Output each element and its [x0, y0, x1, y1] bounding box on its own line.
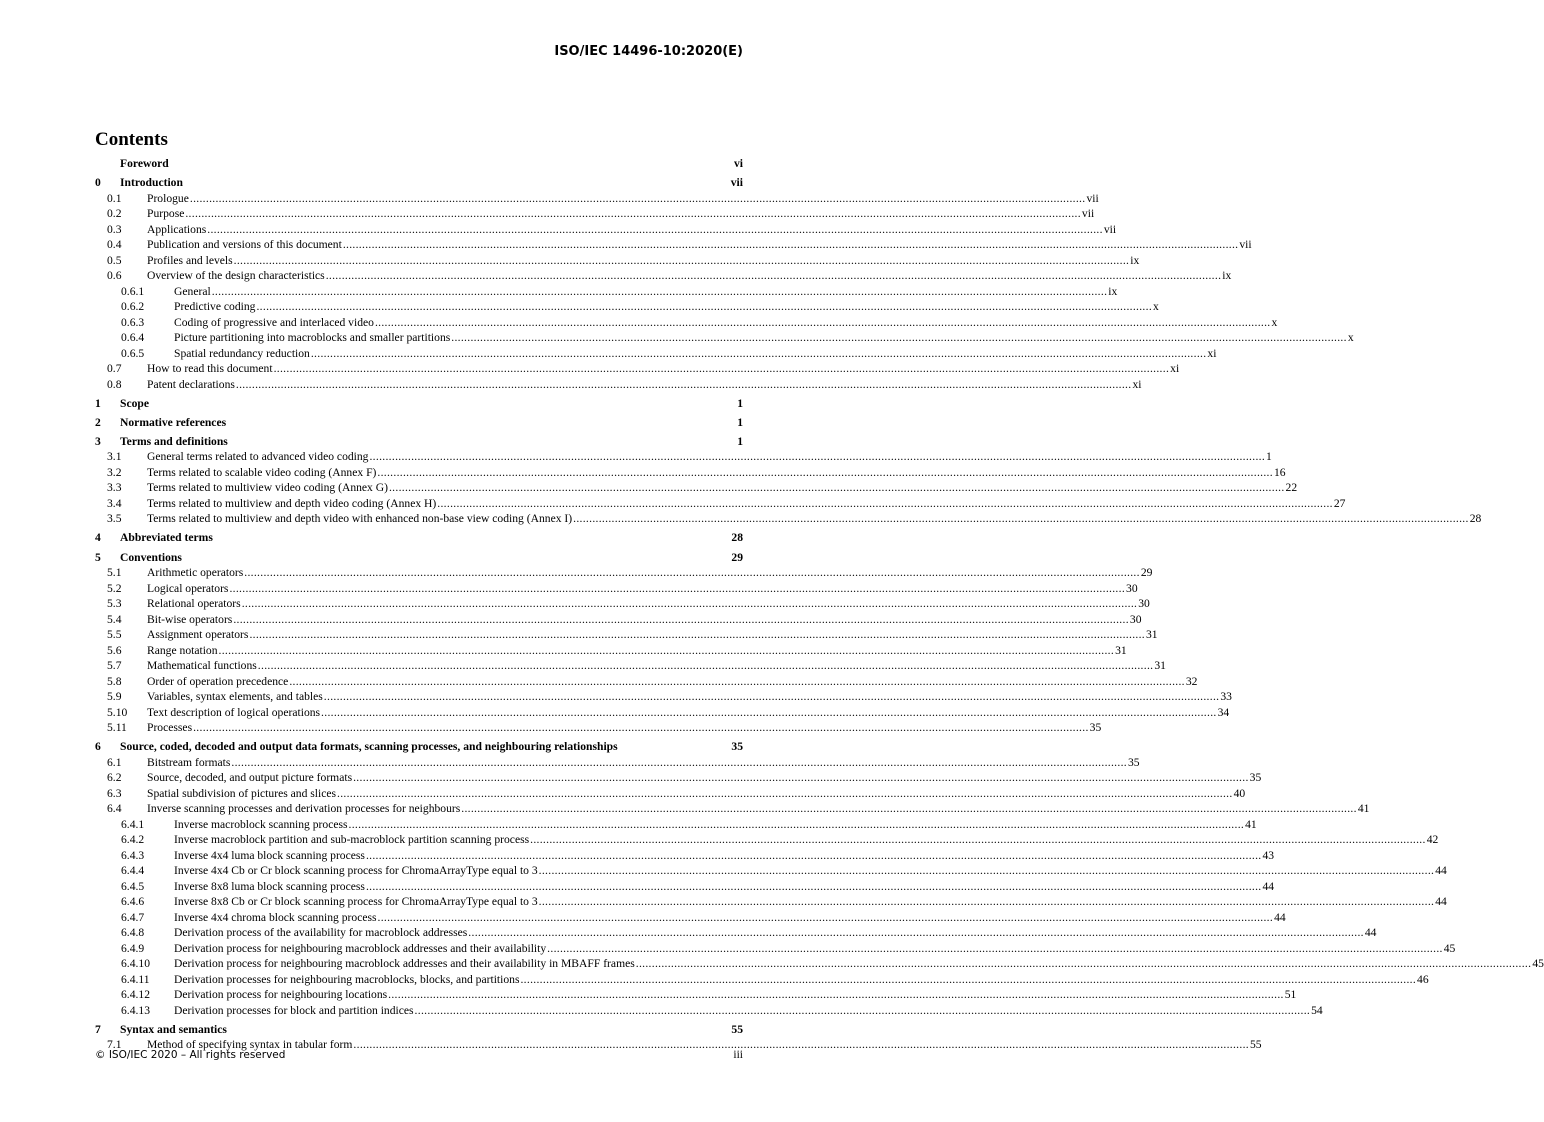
toc-entry-page[interactable]: 44: [1274, 910, 1286, 924]
toc-entry-number: 3.2: [107, 465, 122, 479]
toc-entry-number: 7: [95, 1022, 101, 1036]
page-number: iii: [733, 1049, 743, 1061]
toc-leader-dots: [451, 330, 1347, 346]
toc-entry-title[interactable]: Logical operators: [147, 581, 229, 595]
toc-entry-page[interactable]: 1: [737, 396, 743, 410]
toc-entry-page[interactable]: 44: [1364, 926, 1377, 940]
toc-entry-title[interactable]: Source, decoded, and output picture formats: [147, 771, 353, 785]
toc-entry-page[interactable]: 35: [1127, 755, 1140, 769]
toc-entry-title[interactable]: Spatial redundancy reduction: [174, 346, 310, 360]
toc-entry-number: 0.6.4: [121, 331, 145, 345]
toc-entry-title[interactable]: Picture partitioning into macroblocks and smaller partitions: [174, 331, 451, 345]
toc-leader-dots: [415, 1003, 1311, 1019]
toc-entry-page[interactable]: vii: [1081, 207, 1095, 221]
toc-leader-dots: [326, 268, 1222, 284]
toc-entry-page[interactable]: 55: [1249, 1038, 1262, 1052]
toc-entry-title[interactable]: Text description of logical operations: [147, 705, 321, 719]
toc-leader-dots: [547, 941, 1443, 957]
toc-leader-dots: [437, 496, 1333, 512]
toc-entry-page[interactable]: 55: [731, 1022, 743, 1036]
toc-entry-page[interactable]: ix: [1130, 253, 1140, 267]
toc-entry-page[interactable]: 45: [1443, 941, 1456, 955]
toc-entry-title[interactable]: Inverse 4x4 Cb or Cr block scanning process for ChromaArrayType equal to 3: [174, 864, 538, 878]
toc-entry[interactable]: [95, 879, 1275, 895]
toc-entry[interactable]: [95, 972, 1429, 988]
toc-leader-dots: [389, 480, 1285, 496]
toc-entry-page[interactable]: 40: [1233, 786, 1246, 800]
toc-entry-page[interactable]: 27: [1333, 496, 1346, 510]
toc-entry-page[interactable]: x: [1271, 315, 1278, 329]
toc-entry[interactable]: [95, 222, 1117, 238]
toc-entry-title[interactable]: Predictive coding: [174, 300, 256, 314]
toc-entry-page[interactable]: 30: [1138, 597, 1150, 611]
toc-entry-number: 6.4.12: [121, 988, 150, 1002]
toc-leader-dots: [311, 346, 1207, 362]
toc-entry-page[interactable]: 41: [1245, 817, 1257, 831]
toc-entry-title[interactable]: Derivation processes for neighbouring macroblocks, blocks, and partitions: [174, 972, 520, 986]
toc-entry-number: 6.4.13: [121, 1003, 150, 1017]
toc-entry[interactable]: [95, 770, 1262, 786]
toc-leader-dots: [321, 705, 1217, 721]
toc-entry-title[interactable]: Derivation process for neighbouring locations: [174, 988, 388, 1002]
toc-entry-number: 0.2: [107, 207, 122, 221]
toc-leader-dots: [212, 284, 1108, 300]
toc-entry-page[interactable]: x: [1347, 331, 1354, 345]
toc-entry-page[interactable]: 46: [1417, 972, 1429, 986]
toc-entry-title[interactable]: Assignment operators: [147, 628, 249, 642]
toc-leader-dots: [369, 449, 1265, 465]
toc-entry[interactable]: [95, 253, 1140, 269]
toc-entry[interactable]: [95, 627, 1158, 643]
toc-entry-title[interactable]: Terms and definitions: [120, 434, 228, 448]
toc-entry[interactable]: [95, 817, 1257, 833]
toc-entry-number: 3.1: [107, 450, 122, 464]
toc-entry[interactable]: [95, 720, 1102, 736]
toc-entry[interactable]: [95, 705, 1230, 721]
toc-entry-page[interactable]: xi: [1207, 346, 1217, 360]
toc-entry-number: 6.4.8: [121, 926, 145, 940]
toc-entry[interactable]: [95, 434, 743, 450]
toc-entry-page[interactable]: ix: [1108, 284, 1118, 298]
toc-entry-number: 3: [95, 434, 101, 448]
toc-entry-page[interactable]: 34: [1217, 705, 1230, 719]
toc-entry-number: 6.4.5: [121, 879, 145, 893]
toc-entry[interactable]: [95, 480, 1298, 496]
toc-entry[interactable]: [95, 299, 1159, 315]
toc-entry[interactable]: [95, 237, 1252, 253]
toc-entry-number: 0.6.2: [121, 300, 145, 314]
toc-entry-title[interactable]: Inverse 8x8 Cb or Cr block scanning process for ChromaArrayType equal to 3: [174, 895, 538, 909]
toc-entry-page[interactable]: 51: [1284, 988, 1297, 1002]
toc-entry-title[interactable]: Coding of progressive and interlaced video: [174, 315, 374, 329]
toc-entry[interactable]: [95, 786, 1246, 802]
toc-entry[interactable]: [95, 612, 1142, 628]
toc-entry-title[interactable]: How to read this document: [147, 362, 273, 376]
toc-entry[interactable]: [95, 801, 1370, 817]
toc-entry-number: 5.5: [107, 628, 122, 642]
toc-entry-page[interactable]: ix: [1222, 269, 1232, 283]
toc-entry[interactable]: [95, 910, 1286, 926]
toc-leader-dots: [636, 956, 1532, 972]
toc-leader-dots: [468, 925, 1364, 941]
toc-leader-dots: [520, 972, 1416, 988]
toc-entry-title[interactable]: Arithmetic operators: [147, 566, 244, 580]
toc-leader-dots: [324, 689, 1220, 705]
toc-entry-title[interactable]: General terms related to advanced video coding: [147, 450, 369, 464]
toc-entry-page[interactable]: x: [1153, 300, 1159, 314]
table-of-contents: [95, 156, 1544, 1053]
toc-entry[interactable]: [95, 925, 1377, 941]
toc-entry-title[interactable]: Inverse macroblock partition and sub-macroblock partition scanning process: [174, 833, 530, 847]
toc-entry-page[interactable]: 30: [1129, 612, 1142, 626]
toc-entry[interactable]: [95, 832, 1439, 848]
toc-entry-title[interactable]: Overview of the design characteristics: [147, 269, 325, 283]
toc-entry[interactable]: [95, 361, 1180, 377]
toc-entry-number: 6.3: [107, 786, 122, 800]
toc-entry-number: 5.8: [107, 674, 122, 688]
toc-leader-dots: [207, 222, 1103, 238]
toc-entry-page[interactable]: 22: [1285, 481, 1298, 495]
toc-entry[interactable]: [95, 941, 1456, 957]
toc-entry-page[interactable]: 41: [1357, 802, 1370, 816]
toc-leader-dots: [377, 465, 1273, 481]
toc-entry[interactable]: [95, 330, 1354, 346]
toc-entry-page[interactable]: 44: [1262, 879, 1275, 893]
toc-entry[interactable]: [95, 1003, 1323, 1019]
toc-entry[interactable]: [95, 268, 1232, 284]
toc-entry[interactable]: [95, 739, 743, 755]
toc-leader-dots: [229, 581, 1125, 597]
toc-entry-title[interactable]: Processes: [147, 721, 193, 735]
toc-entry-title[interactable]: Introduction: [120, 176, 183, 190]
toc-entry-title[interactable]: Method of specifying syntax in tabular form: [147, 1038, 353, 1052]
toc-leader-dots: [353, 770, 1249, 786]
toc-entry[interactable]: [95, 156, 743, 172]
toc-leader-dots: [242, 596, 1138, 612]
toc-entry-title[interactable]: Relational operators: [147, 597, 241, 611]
toc-leader-dots: [193, 720, 1089, 736]
toc-entry-title[interactable]: Variables, syntax elements, and tables: [147, 690, 323, 704]
toc-entry-number: 6.4.7: [121, 910, 145, 924]
toc-entry-page[interactable]: 33: [1220, 690, 1232, 704]
toc-entry[interactable]: [95, 530, 743, 546]
toc-entry-number: 0.6: [107, 269, 122, 283]
toc-entry-number: 3.4: [107, 496, 122, 510]
toc-entry-title[interactable]: Terms related to scalable video coding (Annex F): [147, 465, 377, 479]
toc-entry-number: 6: [95, 740, 101, 754]
toc-entry[interactable]: [95, 496, 1346, 512]
toc-entry-number: 6.4.10: [121, 957, 150, 971]
toc-entry-page[interactable]: vi: [733, 157, 743, 170]
toc-entry-page[interactable]: xi: [1170, 362, 1180, 376]
toc-leader-dots: [343, 237, 1239, 253]
toc-entry-page[interactable]: vii: [1103, 222, 1117, 236]
toc-entry[interactable]: [95, 658, 1166, 674]
toc-entry-title[interactable]: Source, coded, decoded and output data formats, scanning processes, and neighbouring relationships: [120, 740, 618, 754]
toc-entry-number: 5.7: [107, 659, 122, 673]
toc-entry[interactable]: [95, 346, 1217, 362]
toc-entry-title[interactable]: Bit-wise operators: [147, 612, 233, 626]
toc-entry-title[interactable]: General: [174, 284, 211, 298]
toc-entry-title[interactable]: Foreword: [120, 157, 169, 170]
toc-entry-number: 0.6.3: [121, 315, 145, 329]
toc-entry[interactable]: [95, 894, 1447, 910]
toc-entry[interactable]: [95, 863, 1447, 879]
toc-leader-dots: [219, 643, 1115, 659]
toc-leader-dots: [190, 191, 1086, 207]
toc-entry-page[interactable]: 31: [1115, 643, 1127, 657]
toc-entry[interactable]: [95, 315, 1278, 331]
toc-leader-dots: [231, 755, 1127, 771]
toc-entry-number: 1: [95, 396, 101, 410]
toc-entry-title[interactable]: Conventions: [120, 550, 182, 564]
toc-entry[interactable]: [95, 643, 1127, 659]
toc-leader-dots: [249, 627, 1145, 643]
toc-entry-page[interactable]: 35: [1089, 721, 1102, 735]
toc-entry-number: 6.4.9: [121, 941, 145, 955]
toc-entry-page[interactable]: 1: [737, 434, 743, 448]
toc-entry-page[interactable]: 28: [1469, 512, 1482, 526]
toc-leader-dots: [375, 315, 1271, 331]
toc-entry-page[interactable]: 30: [1126, 581, 1138, 595]
toc-leader-dots: [236, 377, 1132, 393]
toc-entry-number: 6.4: [107, 802, 122, 816]
toc-entry-number: 0.6.1: [121, 284, 145, 298]
toc-entry-number: 6.4.1: [121, 817, 145, 831]
toc-entry[interactable]: [95, 1022, 743, 1038]
toc-entry-number: 6.2: [107, 771, 122, 785]
toc-entry-number: 2: [95, 415, 101, 429]
toc-entry[interactable]: [95, 377, 1142, 393]
toc-entry-title[interactable]: Terms related to multiview video coding (Annex G): [147, 481, 388, 495]
toc-leader-dots: [573, 511, 1469, 527]
toc-entry-page[interactable]: 32: [1185, 674, 1198, 688]
toc-entry-page[interactable]: 31: [1146, 628, 1158, 642]
toc-entry-page[interactable]: 35: [1249, 771, 1262, 785]
toc-leader-dots: [388, 987, 1284, 1003]
toc-entry-number: 0.7: [107, 362, 122, 376]
toc-entry-title[interactable]: Order of operation precedence: [147, 674, 289, 688]
toc-entry-number: 3.5: [107, 512, 122, 526]
document-header: ISO/IEC 14496-10:2020(E): [554, 44, 743, 59]
toc-leader-dots: [461, 801, 1357, 817]
toc-leader-dots: [366, 848, 1262, 864]
toc-entry[interactable]: [95, 689, 1232, 705]
toc-entry-number: 6.4.3: [121, 848, 145, 862]
toc-entry-number: 4: [95, 531, 101, 545]
toc-entry-page[interactable]: 31: [1154, 659, 1166, 673]
toc-entry-title[interactable]: Derivation process of the availability for macroblock addresses: [174, 926, 468, 940]
toc-entry-number: 5.9: [107, 690, 122, 704]
toc-entry-title[interactable]: Applications: [147, 222, 207, 236]
toc-leader-dots: [530, 832, 1426, 848]
toc-entry-title[interactable]: Terms related to multiview and depth video coding (Annex H): [147, 496, 437, 510]
toc-entry-number: 5.6: [107, 643, 122, 657]
toc-entry-number: 0.1: [107, 191, 122, 205]
toc-leader-dots: [539, 863, 1435, 879]
toc-entry-title[interactable]: Inverse 4x4 luma block scanning process: [174, 848, 365, 862]
toc-entry[interactable]: [95, 511, 1482, 527]
toc-entry[interactable]: [95, 596, 1150, 612]
toc-entry-page[interactable]: vii: [730, 176, 743, 190]
toc-entry[interactable]: [95, 465, 1286, 481]
toc-entry[interactable]: [95, 550, 743, 566]
toc-entry-page[interactable]: xi: [1132, 377, 1142, 391]
toc-entry-page[interactable]: 54: [1311, 1003, 1323, 1017]
toc-entry-title[interactable]: Bitstream formats: [147, 755, 231, 769]
toc-entry[interactable]: [95, 449, 1272, 465]
toc-entry-number: 5.2: [107, 581, 122, 595]
toc-leader-dots: [244, 565, 1140, 581]
toc-entry-number: 6.4.6: [121, 895, 145, 909]
toc-entry-number: 0.5: [107, 253, 122, 267]
toc-entry-title[interactable]: Inverse macroblock scanning process: [174, 817, 348, 831]
copyright-notice: © ISO/IEC 2020 – All rights reserved: [95, 1049, 286, 1061]
toc-entry-number: 5.4: [107, 612, 122, 626]
toc-entry-number: 0.6.5: [121, 346, 145, 360]
toc-entry-number: 6.4.11: [121, 972, 150, 986]
toc-entry-page[interactable]: 16: [1273, 465, 1286, 479]
toc-entry-page[interactable]: 35: [731, 740, 743, 754]
toc-leader-dots: [258, 658, 1154, 674]
toc-leader-dots: [289, 674, 1185, 690]
toc-entry-title[interactable]: Mathematical functions: [147, 659, 257, 673]
toc-entry-number: 0: [95, 176, 101, 190]
toc-leader-dots: [366, 879, 1262, 895]
toc-entry-title[interactable]: Inverse scanning processes and derivation processes for neighbours: [147, 802, 461, 816]
toc-entry-title[interactable]: Profiles and levels: [147, 253, 233, 267]
toc-leader-dots: [274, 361, 1170, 377]
toc-entry-number: 7.1: [107, 1038, 122, 1052]
toc-entry-page[interactable]: 44: [1435, 895, 1447, 909]
toc-entry[interactable]: [95, 206, 1095, 222]
toc-entry-number: 5.11: [107, 721, 127, 735]
toc-entry-page[interactable]: 44: [1435, 864, 1447, 878]
toc-entry-page[interactable]: 29: [1140, 566, 1153, 580]
toc-entry[interactable]: [95, 191, 1099, 207]
toc-entry[interactable]: [95, 987, 1297, 1003]
toc-entry[interactable]: [95, 581, 1138, 597]
toc-entry-number: 6.1: [107, 755, 122, 769]
toc-leader-dots: [234, 253, 1130, 269]
toc-entry[interactable]: [95, 284, 1118, 300]
toc-entry-title[interactable]: Derivation processes for block and partition indices: [174, 1003, 414, 1017]
toc-entry-number: 0.8: [107, 377, 122, 391]
toc-entry-title[interactable]: Derivation process for neighbouring macroblock addresses and their availability: [174, 941, 547, 955]
toc-entry-number: 5: [95, 550, 101, 564]
toc-leader-dots: [378, 910, 1274, 926]
toc-entry-title[interactable]: Inverse 8x8 luma block scanning process: [174, 879, 365, 893]
toc-entry-title[interactable]: Scope: [120, 396, 149, 410]
toc-entry-title[interactable]: Inverse 4x4 chroma block scanning process: [174, 910, 377, 924]
toc-entry[interactable]: [95, 848, 1275, 864]
toc-leader-dots: [539, 894, 1435, 910]
toc-entry-title[interactable]: Patent declarations: [147, 377, 235, 391]
toc-entry-page[interactable]: 1: [1266, 450, 1272, 464]
toc-entry-number: 5.1: [107, 566, 122, 580]
toc-entry-page[interactable]: 1: [737, 415, 743, 429]
toc-entry-title[interactable]: Spatial subdivision of pictures and slices: [147, 786, 337, 800]
toc-entry-number: 0.3: [107, 222, 122, 236]
toc-entry[interactable]: [95, 415, 743, 431]
toc-entry[interactable]: [95, 565, 1153, 581]
toc-entry-number: 3.3: [107, 481, 122, 495]
toc-entry-title[interactable]: Terms related to multiview and depth video with enhanced non-base view coding (Annex I): [147, 512, 573, 526]
toc-entry-page[interactable]: vii: [1239, 238, 1252, 252]
toc-entry-page[interactable]: 28: [731, 531, 743, 545]
toc-entry-number: 0.4: [107, 238, 122, 252]
toc-entry-title[interactable]: Publication and versions of this document: [147, 238, 342, 252]
toc-entry-page[interactable]: 45: [1532, 957, 1544, 971]
toc-leader-dots: [337, 786, 1233, 802]
toc-entry-number: 5.3: [107, 597, 122, 611]
toc-leader-dots: [256, 299, 1152, 315]
toc-leader-dots: [185, 206, 1081, 222]
toc-entry-page[interactable]: 43: [1262, 848, 1275, 862]
toc-leader-dots: [233, 612, 1129, 628]
page-footer: [95, 1049, 743, 1061]
toc-entry-number: 6.4.4: [121, 864, 145, 878]
toc-entry[interactable]: [95, 396, 743, 412]
toc-entry-number: 6.4.2: [121, 833, 145, 847]
toc-entry-page[interactable]: 42: [1426, 833, 1439, 847]
toc-entry-title[interactable]: Purpose: [147, 207, 185, 221]
toc-entry[interactable]: [95, 755, 1140, 771]
toc-entry-page[interactable]: vii: [1086, 191, 1099, 205]
toc-entry-number: 5.10: [107, 705, 128, 719]
toc-entry[interactable]: [95, 674, 1198, 690]
toc-leader-dots: [349, 817, 1245, 833]
toc-entry-title[interactable]: Derivation process for neighbouring macroblock addresses and their availability in MBAFF frames: [174, 957, 635, 971]
toc-entry[interactable]: [95, 956, 1544, 972]
toc-entry-title[interactable]: Range notation: [147, 643, 218, 657]
toc-entry[interactable]: [95, 175, 743, 191]
toc-entry-title[interactable]: Normative references: [120, 415, 227, 429]
toc-entry-title[interactable]: Abbreviated terms: [120, 531, 213, 545]
toc-entry-title[interactable]: Prologue: [147, 191, 189, 205]
page-title: Contents: [95, 129, 168, 150]
toc-entry-title[interactable]: Syntax and semantics: [120, 1022, 227, 1036]
toc-entry-page[interactable]: 29: [731, 550, 743, 564]
